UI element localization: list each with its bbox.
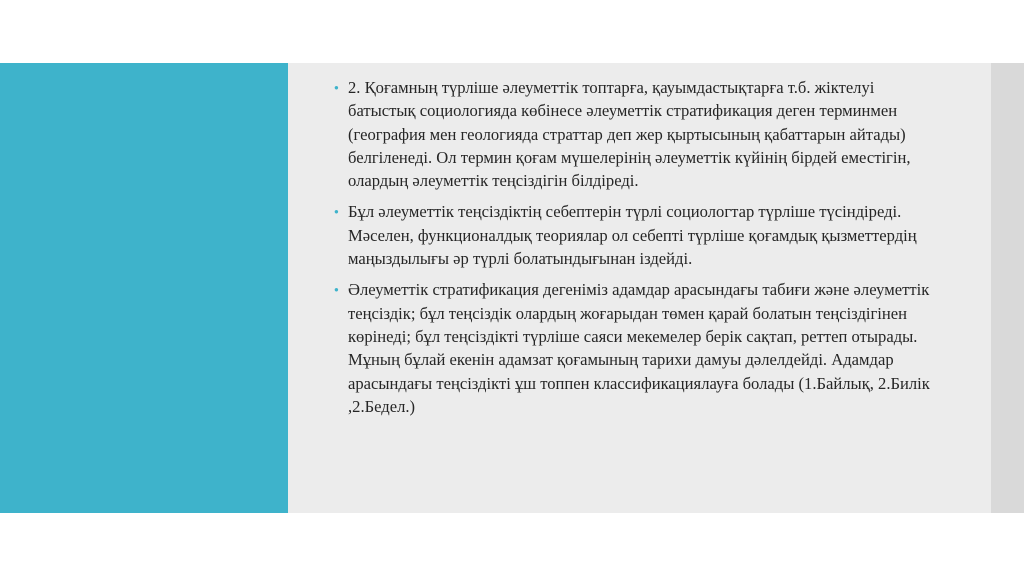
bullet-text: 2. Қоғамның түрліше әлеуметтік топтарға, қауымдастықтарға т.б. жіктелуі батыстық социологияда көбінесе әлеуметтік стратификация деген терминмен (география мен геологияда страттар деп жер қыртысының қабаттарын айтады) белгіленеді. Ол термин қоғам мүшелерінің әлеуметтік күйінің бірдей еместігін, олардың әлеуметтік теңсіздігін білдіреді.	[348, 78, 911, 191]
bullet-item	[334, 278, 944, 418]
bullet-text: Әлеуметтік стратификация дегеніміз адамдар арасындағы табиғи және әлеуметтік теңсіздік; бұл теңсіздік олардың жоғарыдан төмен қарай болатын теңсіздігінен көрінеді; бұл теңсіздікті түрліше саяси мекемелер берік сақтап, реттеп отырады. Мұның бұлай екенін адамзат қоғамының тарихи дамуы дәлелдейді. Адамдар арасындағы теңсіздікті ұш топпен классификациялауға болады (1.Байлық, 2.Билік ,2.Бедел.)	[348, 280, 930, 416]
left-accent-band	[0, 63, 288, 513]
bullet-icon: ●	[334, 83, 339, 92]
bullet-icon: ●	[334, 285, 339, 295]
bullet-item	[334, 200, 944, 270]
bullet-item	[334, 76, 944, 192]
bullet-icon: ●	[334, 207, 339, 217]
bullet-text: Бұл әлеуметтік теңсіздіктің себептерін түрлі социологтар түрліше түсіндіреді. Мәселен, функционалдық теориялар ол себепті түрліше қоғамдық қызметтердің маңыздылығы әр түрлі болатындығынан іздейді.	[348, 202, 917, 269]
bullet-list	[334, 76, 944, 426]
right-accent-band	[991, 63, 1024, 513]
